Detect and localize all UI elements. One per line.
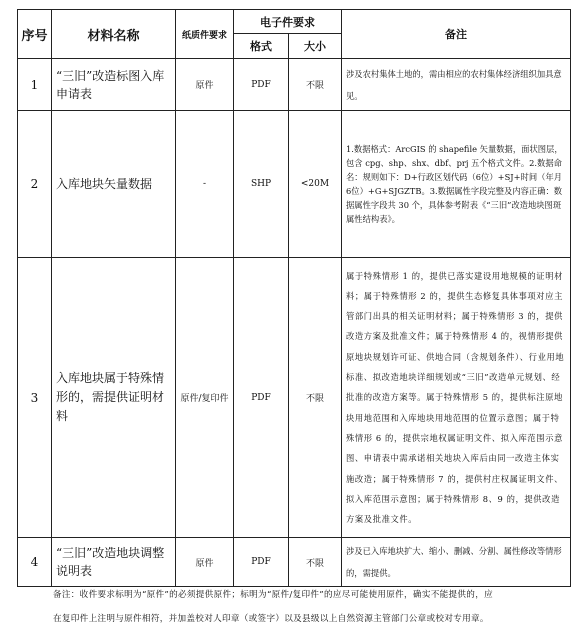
row-paper: 原件	[176, 538, 234, 587]
header-remark: 备注	[342, 10, 571, 59]
header-name: 材料名称	[52, 10, 176, 59]
row-format: PDF	[234, 258, 289, 538]
row-format: PDF	[234, 59, 289, 111]
row-seq: 1	[18, 59, 52, 111]
row-paper: -	[176, 111, 234, 258]
row-paper: 原件/复印件	[176, 258, 234, 538]
row-format: PDF	[234, 538, 289, 587]
table-row	[18, 258, 571, 538]
header-electronic-req: 电子件要求	[234, 10, 342, 34]
row-remark: 涉及已入库地块扩大、缩小、删减、分割、属性修改等情形的，需提供。	[342, 538, 571, 587]
row-seq: 3	[18, 258, 52, 538]
header-size: 大小	[289, 34, 342, 59]
header-row	[18, 10, 571, 34]
row-size: 不限	[289, 538, 342, 587]
row-seq: 2	[18, 111, 52, 258]
row-size: 不限	[289, 59, 342, 111]
row-name: “三旧”改造地块调整说明表	[52, 538, 176, 587]
row-paper: 原件	[176, 59, 234, 111]
row-size: 不限	[289, 258, 342, 538]
footnote-line-2: 在复印件上注明与原件相符，并加盖校对人印章（或签字）以及县级以上自然资源主管部门公章或校对专用章。	[53, 614, 489, 624]
row-remark: 1.数据格式：ArcGIS 的 shapefile 矢量数据，面状图层，包含 cpg、shp、shx、dbf、prj 五个格式文件。2.数据命名：规则如下：D+行政区划代码（6位）+SJ+时间（年月6位）+G+SJGZTB。3.数据属性字段完整及内容正确：数据属性字段共 30 个，具体参考附表《“三旧”改造地块图斑属性结构表》。	[342, 111, 571, 258]
header-format: 格式	[234, 34, 289, 59]
table-row	[18, 111, 571, 258]
row-name: 入库地块属于特殊情形的，需提供证明材料	[52, 258, 176, 538]
row-size: <20M	[289, 111, 342, 258]
row-seq: 4	[18, 538, 52, 587]
footnote-line-1: 备注：收件要求标明为“原件”的必须提供原件；标明为“原件/复印件”的应尽可能使用原件，确实不能提供的，应	[53, 590, 493, 600]
row-name: “三旧”改造标图入库申请表	[52, 59, 176, 111]
row-remark: 涉及农村集体土地的，需由相应的农村集体经济组织加具意见。	[342, 59, 571, 111]
row-format: SHP	[234, 111, 289, 258]
table-row	[18, 59, 571, 111]
header-paper-req: 纸质件要求	[176, 10, 234, 59]
row-name: 入库地块矢量数据	[52, 111, 176, 258]
header-seq: 序号	[18, 10, 52, 59]
materials-table	[17, 9, 571, 587]
table-row	[18, 538, 571, 587]
row-remark: 属于特殊情形 1 的，提供已落实建设用地规模的证明材料；属于特殊情形 2 的，提供生态修复具体事项对应主管部门出具的相关证明材料；属于特殊情形 3 的，提供改造方案及批准文件；属于特殊情形 4 的，视情形提供原地块规划许可证、供地合同（含规划条件）、行业用地标准、拟改造地块详细规划或“三旧”改造单元规划、经批准的改造方案等。属于特殊情形 5 的，提供标注原地块用地范围和入库地块用地范围的位置示意图；属于特殊情形 6 的，提供宗地权属证明文件、拟入库范围示意图、申请表中需承诺相关地块入库后由同一改造主体实施改造；属于特殊情形 7 的，提供村庄权属证明文件、拟入库范围示意图；属于特殊情形 8、9 的，提供改造方案及批准文件。	[342, 258, 571, 538]
